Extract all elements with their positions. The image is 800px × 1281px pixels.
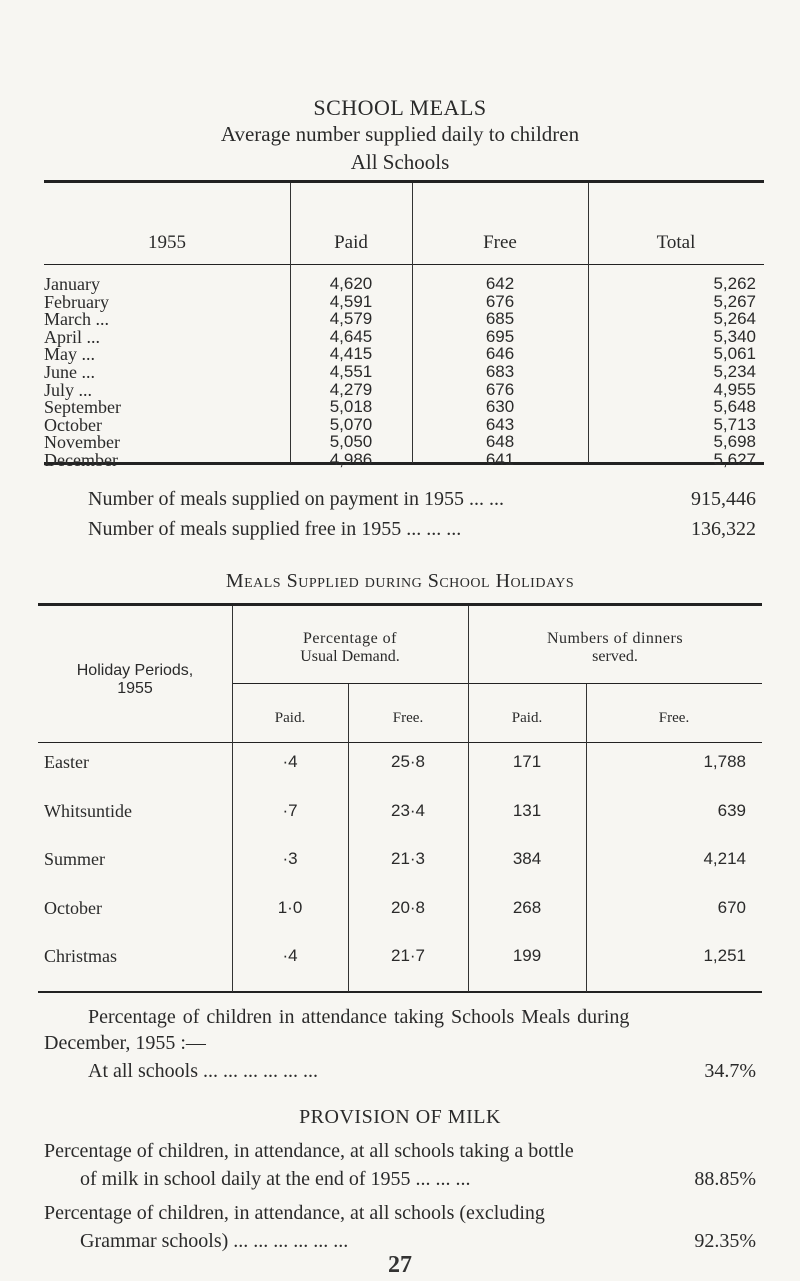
free-value: 676 xyxy=(485,379,515,399)
free-value: 685 xyxy=(485,309,515,329)
pct-paid-value: ·3 xyxy=(282,849,298,868)
period-label: Whitsuntide xyxy=(44,800,132,821)
header-pct-group-2: Usual Demand. xyxy=(300,648,400,665)
total-value: 5,264 xyxy=(713,309,756,329)
month-label: January xyxy=(44,274,100,294)
month-label: March ... xyxy=(44,309,109,330)
group-rule xyxy=(232,683,762,684)
period-label: Summer xyxy=(44,849,105,869)
milk-paragraph-2b: Grammar schools) ... ... ... ... ... ... xyxy=(80,1230,349,1252)
milk-paragraph-1b: of milk in school daily at the end of 1955 ... ... ... xyxy=(80,1168,471,1190)
paid-value: 4,986 xyxy=(329,450,373,469)
pct-free-value: 21·7 xyxy=(390,946,426,965)
total-value: 5,267 xyxy=(713,291,756,311)
month-label: September xyxy=(44,397,121,418)
free-value: 646 xyxy=(485,344,515,364)
header-pct-group: Percentage of xyxy=(302,630,397,647)
header-year: 1955 xyxy=(148,232,186,253)
free-value: 643 xyxy=(485,414,515,434)
free-value: 695 xyxy=(485,326,515,346)
header-period-year: 1955 xyxy=(117,680,153,697)
pct-paid-value: ·4 xyxy=(282,752,298,771)
num-free-value: 1,251 xyxy=(703,946,746,965)
num-paid-value: 199 xyxy=(512,946,542,965)
attendance-value: 34.7% xyxy=(704,1060,756,1082)
num-paid-value: 384 xyxy=(512,849,542,868)
paid-value: 5,050 xyxy=(329,432,373,452)
header-num-group: Numbers of dinners xyxy=(546,630,684,647)
num-paid-value: 131 xyxy=(512,800,542,820)
paid-value: 4,551 xyxy=(329,362,373,381)
paid-value: 4,620 xyxy=(329,274,373,293)
milk-paragraph-1: Percentage of children, in attendance, at all schools taking a bottle xyxy=(44,1140,574,1162)
subheader-pct-free: Free. xyxy=(392,710,424,726)
pct-free-value: 23·4 xyxy=(390,800,426,820)
free-value: 648 xyxy=(485,432,515,452)
total-value: 5,234 xyxy=(713,362,756,381)
summary-free-label: Number of meals supplied free in 1955 ... ... ... xyxy=(88,518,462,540)
header-period: Holiday Periods, xyxy=(76,662,194,679)
period-label: Christmas xyxy=(44,946,118,966)
header-num-group-2: served. xyxy=(592,648,638,665)
page-number: 27 xyxy=(388,1252,412,1278)
total-value: 5,262 xyxy=(713,274,756,293)
table-top-rule xyxy=(38,603,762,606)
free-value: 676 xyxy=(485,291,515,311)
total-value: 4,955 xyxy=(713,379,756,399)
summary-free-value: 136,322 xyxy=(691,518,756,540)
milk-value-2: 92.35% xyxy=(694,1230,756,1252)
summary-paid-value: 915,446 xyxy=(691,488,756,510)
free-value: 642 xyxy=(485,274,515,293)
free-value: 641 xyxy=(485,450,515,469)
subtitle-all-schools: All Schools xyxy=(350,150,450,174)
summary-paid-label: Number of meals supplied on payment in 1955 ... ... xyxy=(88,488,505,510)
paid-value: 4,645 xyxy=(329,326,373,346)
paid-value: 5,018 xyxy=(329,397,373,417)
free-value: 630 xyxy=(485,397,515,417)
attendance-paragraph: Percentage of children in attendance taking Schools Meals during xyxy=(88,1006,630,1028)
paid-value: 4,579 xyxy=(329,309,373,329)
month-label: April ... xyxy=(44,326,100,347)
num-free-value: 639 xyxy=(717,800,746,820)
milk-paragraph-2: Percentage of children, in attendance, at all schools (excluding xyxy=(44,1202,545,1224)
paid-value: 4,279 xyxy=(329,379,373,399)
total-value: 5,061 xyxy=(713,344,756,364)
month-label: July ... xyxy=(44,379,93,400)
total-value: 5,713 xyxy=(713,414,756,434)
table-header-rule xyxy=(44,264,764,265)
attendance-paragraph-2: December, 1955 :— xyxy=(44,1032,206,1054)
pct-paid-value: ·4 xyxy=(282,946,298,965)
paid-value: 5,070 xyxy=(329,414,373,434)
num-paid-value: 171 xyxy=(512,752,542,771)
month-label: June ... xyxy=(44,362,95,382)
subheader-num-free: Free. xyxy=(658,710,690,726)
total-value: 5,648 xyxy=(713,397,756,417)
page-title: SCHOOL MEALS xyxy=(313,95,487,120)
milk-value-1: 88.85% xyxy=(694,1168,756,1190)
num-free-value: 4,214 xyxy=(703,849,746,868)
subheader-pct-paid: Paid. xyxy=(274,710,306,726)
pct-paid-value: 1·0 xyxy=(277,897,303,917)
paid-value: 4,415 xyxy=(329,344,373,364)
header-free: Free xyxy=(483,232,517,253)
pct-paid-value: ·7 xyxy=(282,800,298,820)
header-total: Total xyxy=(656,232,696,253)
num-paid-value: 268 xyxy=(512,897,542,917)
table-top-rule xyxy=(44,180,764,183)
pct-free-value: 21·3 xyxy=(390,849,426,868)
month-label: October xyxy=(44,414,102,435)
table-header-rule xyxy=(38,742,762,743)
table-bottom-rule xyxy=(38,991,762,993)
period-label: October xyxy=(44,897,102,918)
pct-free-value: 20·8 xyxy=(390,897,426,917)
period-label: Easter xyxy=(44,752,89,772)
total-value: 5,698 xyxy=(713,432,756,452)
holidays-title: Meals Supplied during School Holidays xyxy=(225,570,575,592)
total-value: 5,340 xyxy=(713,326,756,346)
milk-title: PROVISION OF MILK xyxy=(299,1106,501,1128)
month-label: May ... xyxy=(44,344,95,365)
subheader-num-paid: Paid. xyxy=(511,710,543,726)
subtitle: Average number supplied daily to children xyxy=(220,122,580,146)
attendance-label: At all schools ... ... ... ... ... ... xyxy=(88,1060,318,1082)
header-paid: Paid xyxy=(334,232,368,253)
paid-value: 4,591 xyxy=(329,291,373,311)
free-value: 683 xyxy=(485,362,515,381)
num-free-value: 1,788 xyxy=(703,752,746,771)
num-free-value: 670 xyxy=(717,897,746,917)
total-value: 5,627 xyxy=(713,450,756,469)
month-label: December xyxy=(44,450,118,470)
pct-free-value: 25·8 xyxy=(390,752,426,771)
month-label: November xyxy=(44,432,120,453)
month-label: February xyxy=(44,291,109,312)
